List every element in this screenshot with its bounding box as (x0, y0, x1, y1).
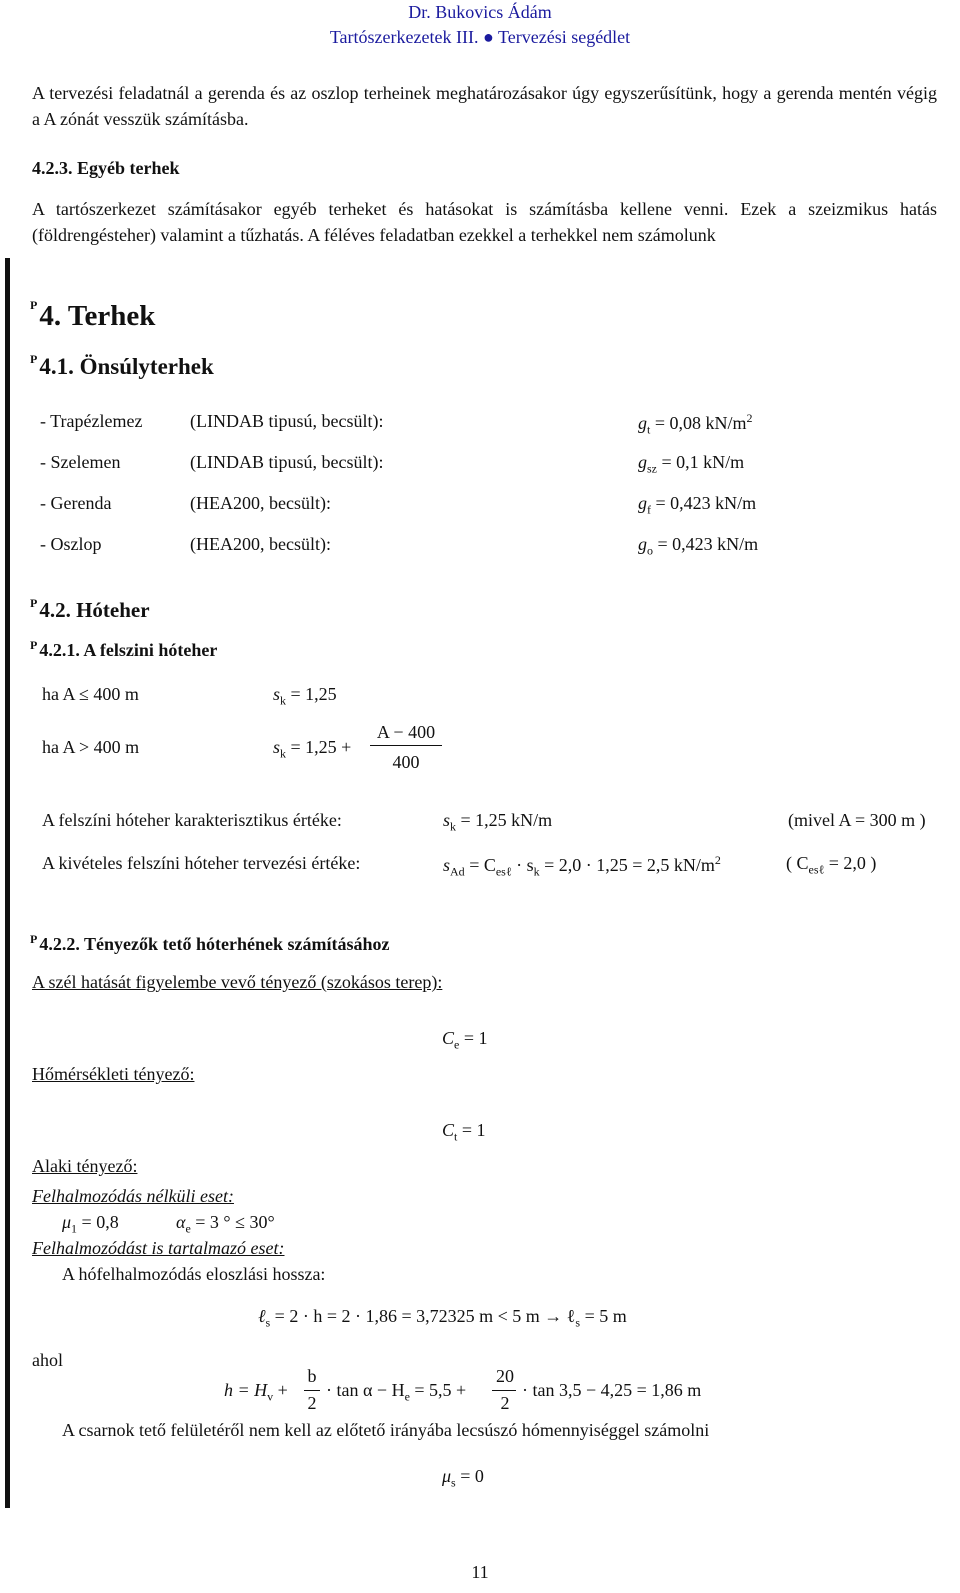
row-name: - Gerenda (40, 493, 112, 513)
section-4-2-1-title-text: 4.2.1. A felszini hóteher (39, 640, 218, 660)
intro-paragraph: A tervezési feladatnál a gerenda és az oszlop terheinek meghatározásakor úgy egyszerűsítünk, hogy a gerenda mentén végig a A zónát vesszük számításba. (32, 83, 937, 129)
characteristic-note: (mivel A = 300 m ) (788, 810, 926, 830)
h-fraction1-line (304, 1390, 320, 1391)
row-value: $g_t = 0,08$ $kN/m^2$ (638, 411, 753, 437)
ahol-label: ahol (32, 1350, 63, 1370)
ct-equation: $C_t = 1$ (442, 1120, 486, 1144)
section-4-title (30, 300, 155, 333)
row-desc: (HEA200, becsült): (190, 534, 331, 554)
design-equation: $s_{Ad} = C_{es\ell} \cdot s_k = 2,0 \cdot 1,25 = 2,5$ $kN/m^2$ (443, 853, 721, 879)
mu1-equation: $\mu_1 = 0,8$ (62, 1212, 119, 1236)
section-4-2-title (30, 598, 150, 623)
fraction-denominator: 400 (392, 752, 420, 772)
row-name: - Szelemen (40, 452, 121, 472)
characteristic-equation: $s_k = 1,25$ kN/m (443, 810, 553, 834)
h-fraction1-numerator: b (307, 1366, 317, 1386)
ce-equation: $C_e = 1$ (442, 1028, 488, 1052)
section-4-1-title (30, 354, 214, 380)
h-fraction2-line (492, 1390, 516, 1391)
h-equation-middle: · $\tan \alpha - H_e = 5,5$ + (326, 1380, 467, 1404)
section-4-2-3-text: A tartószerkezet számításakor egyéb terheket és hatásokat is számításba kellene venni. Ezek a szeizmikus hatás (földrengésteher) valamint a tűzhatás. A féléves feladatban ezekkel a terhekkel nem számolunk (32, 199, 937, 245)
characteristic-label: A felszíni hóteher karakterisztikus értéke: (42, 810, 342, 830)
row-desc: (LINDAB tipusú, becsült): (190, 452, 384, 472)
wind-factor-label: A szél hatását figyelembe vevő tényező (szokásos terep): (32, 972, 443, 992)
section-4-1-title-text: 4.1. Önsúlyterhek (39, 354, 214, 379)
marker: P (30, 932, 38, 946)
row-desc: (LINDAB tipusú, becsült): (190, 411, 384, 431)
h-fraction1-denominator: 2 (307, 1393, 317, 1413)
case-no-drift: Felhalmozódás nélküli eset: (32, 1186, 234, 1206)
h-fraction2-numerator: 20 (496, 1366, 514, 1386)
section-4-2-3-title: 4.2.3. Egyéb terhek (32, 158, 180, 178)
equation-2: $s_k = 1,25$ + (273, 737, 352, 761)
shape-factor-label: Alaki tényező: (32, 1156, 138, 1176)
marker: P (30, 298, 38, 312)
mus-equation: $\mu_s = 0$ (442, 1466, 484, 1490)
margin-bar (5, 258, 10, 1508)
section-4-title-text: 4. Terhek (39, 300, 156, 332)
ls-equation: ℓ$_s$ = 2 · h = 2 · 1,86 = 3,72325 m < 5 m → ℓ$_s$ = 5 m (258, 1306, 627, 1330)
header-course: Tartószerkezetek III. ● Tervezési segédlet (329, 27, 631, 47)
h-equation-start: $h = H_v$ + (224, 1380, 288, 1404)
drift-length-label: A hófelhalmozódás eloszlási hossza: (62, 1264, 326, 1284)
fraction-line (370, 745, 442, 746)
row-value: $g_f = 0,423$ kN/m (638, 493, 757, 517)
marker: P (30, 638, 38, 652)
design-note: ( $C_{es\ell} = 2,0$ ) (786, 853, 877, 877)
roof-text: A csarnok tető felületéről nem kell az előtető irányába lecsúszó hómennyiséggel számolni (62, 1420, 710, 1440)
fraction-numerator: A − 400 (376, 722, 436, 742)
row-value: $g_o = 0,423$ kN/m (638, 534, 759, 558)
h-fraction2-denominator: 2 (500, 1393, 510, 1413)
header-author: Dr. Bukovics Ádám (408, 2, 552, 22)
section-4-2-2-title-text: 4.2.2. Tényezők tető hóterhének számításához (39, 934, 390, 954)
case-with-drift: Felhalmozódást is tartalmazó eset: (32, 1238, 285, 1258)
temperature-factor-label: Hőmérsékleti tényező: (32, 1064, 195, 1084)
section-4-2-1-title (30, 640, 217, 661)
marker: P (30, 596, 38, 610)
design-label: A kivételes felszíni hóteher tervezési értéke: (42, 853, 361, 873)
section-4-2-2-title (30, 934, 389, 955)
page-number: 11 (471, 1562, 489, 1582)
h-equation-end: · tan 3,5 − 4,25 = 1,86 m (522, 1380, 702, 1400)
alpha-equation: $\alpha_e = 3$ ° ≤ 30° (176, 1212, 275, 1236)
row-name: - Trapézlemez (40, 411, 143, 431)
row-name: - Oszlop (40, 534, 102, 554)
row-desc: (HEA200, becsült): (190, 493, 331, 513)
section-4-2-title-text: 4.2. Hóteher (39, 598, 150, 622)
condition-2: ha A > 400 m (42, 737, 140, 757)
row-value: $g_{sz} = 0,1$ kN/m (638, 452, 745, 476)
equation-1: $s_k = 1,25$ (273, 684, 337, 708)
condition-1: ha A ≤ 400 m (42, 684, 139, 704)
marker: P (30, 352, 38, 366)
